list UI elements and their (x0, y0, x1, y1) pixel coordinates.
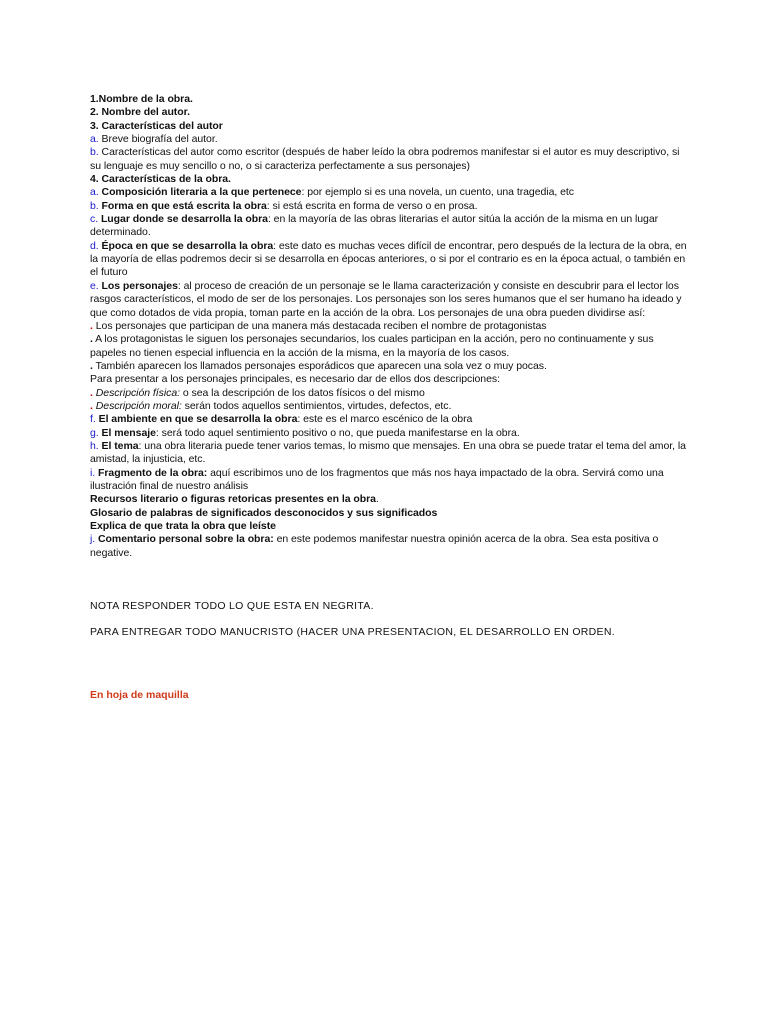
item-3a (90, 133, 690, 146)
item-4d-part: Época en que se desarrolla la obra (98, 239, 274, 252)
item-3b (90, 146, 690, 173)
reading-guide (90, 93, 690, 560)
item-4g-part: g. (90, 426, 99, 439)
item-recursos-part: Recursos literario o figuras retoricas presentes en la obra (90, 493, 376, 506)
item-4h-part: : una obra literaria puede tener varios temas, lo mismo que mensajes. En una obra se puede tratar el tema del amor, la amistad, la injusticia, etc. (90, 439, 686, 466)
item-4e (90, 280, 690, 320)
note-responder: NOTA RESPONDER TODO LO QUE ESTA EN NEGRITA. (90, 600, 374, 612)
item-4a-part: : por ejemplo si es una novela, un cuento, una tragedia, etc (301, 186, 574, 199)
item-descripcion-fisica (90, 387, 690, 400)
item-4j (90, 533, 690, 560)
item-4a (90, 186, 690, 199)
item-3b-part: Características del autor como escritor (después de haber leído la obra podremos manifestar si el autor es muy descriptivo, si su lenguaje es muy sencillo o no, o si caracteriza perfectamente a sus personajes) (90, 146, 680, 172)
item-explica-part: Explica de que trata la obra que leíste (90, 520, 276, 532)
document-page (90, 93, 690, 701)
item-4d (90, 240, 690, 280)
item-4f-part: : este es el marco escénico de la obra (297, 413, 473, 426)
item-4j-part: en este podemos manifestar nuestra opinión acerca de la obra. Sea esta positiva o negative. (90, 533, 659, 559)
item-4g-part: : será todo aquel sentimiento positivo o no, que pueda manifestarse en la obra. (155, 426, 520, 439)
item-3b-part: b. (90, 146, 99, 159)
item-4i-part: aquí escribimos uno de los fragmentos que más nos haya impactado de la obra. Servirá como una ilustración final de nuestro análisis (90, 466, 664, 492)
item-4c (90, 213, 690, 240)
item-4a-part: a. (90, 186, 99, 199)
item-recursos (90, 493, 690, 506)
item-4f-part: f. (90, 413, 96, 426)
item-nombre-autor-part: 2. Nombre del autor. (90, 106, 190, 119)
item-secundarios-part: . (90, 333, 93, 346)
item-nombre-obra (90, 93, 690, 106)
item-4b (90, 200, 690, 213)
item-4h (90, 440, 690, 467)
item-descripcion-moral-part: Descripción moral: (92, 399, 182, 412)
item-caracteristicas-autor-part: 3. Características del autor (90, 119, 223, 132)
hoja-maquilla-note: En hoja de maquilla (90, 689, 189, 701)
item-4g (90, 427, 690, 440)
item-4h-part: h. (90, 439, 99, 452)
item-protagonistas (90, 320, 690, 333)
item-descripcion-moral (90, 400, 690, 413)
item-descripcion-fisica-part: Descripción física: (92, 386, 180, 399)
item-secundarios (90, 333, 690, 360)
item-4i (90, 467, 690, 494)
item-recursos-part: . (375, 493, 379, 506)
item-4j-part: j. (90, 533, 96, 546)
item-protagonistas-part: Los personajes que participan de una manera más destacada reciben el nombre de protagonistas (92, 319, 547, 332)
item-esporadicos (90, 360, 690, 373)
item-4b-part: Forma en que está escrita la obra (98, 199, 267, 212)
item-4d-part: : este dato es muchas veces difícil de encontrar, pero después de la lectura de la obra, en la mayoría de ellas podremos decir si se desarrolla en épocas anteriores, o si por el contrario es en la época actual, o también en el futuro (90, 239, 687, 279)
item-4c-part: : en la mayoría de las obras literarias el autor sitúa la acción de la misma en un lugar determinado. (90, 213, 659, 239)
item-4c-part: c. (90, 213, 99, 226)
item-descripcion-moral-part: . (90, 399, 93, 412)
item-glosario (90, 507, 690, 520)
item-4d-part: d. (90, 239, 99, 252)
item-esporadicos-part: También aparecen los llamados personajes esporádicos que aparecen una sola vez o muy pocas. (92, 359, 547, 372)
item-4b-part: : si está escrita en forma de verso o en prosa. (266, 199, 478, 212)
item-protagonistas-part: . (90, 319, 93, 332)
item-3a-part: a. (90, 133, 99, 146)
item-4a-part: Composición literaria a la que pertenece (98, 186, 302, 199)
item-explica (90, 520, 690, 533)
item-secundarios-part: A los protagonistas le siguen los personajes secundarios, los cuales participan en la acción, pero no continuamente y sus papeles no tienen especial influencia en la acción de la misma, en la mayoría de los casos. (90, 333, 654, 359)
item-descripcion-fisica-part: o sea la descripción de los datos físicos o del mismo (180, 386, 425, 399)
item-nombre-autor (90, 106, 690, 119)
item-4b-part: b. (90, 199, 99, 212)
item-4c-part: Lugar donde se desarrolla la obra (98, 213, 268, 226)
item-caracteristicas-autor (90, 120, 690, 133)
note-entregar: PARA ENTREGAR TODO MANUCRISTO (HACER UNA PRESENTACION, EL DESARROLLO EN ORDEN. (90, 626, 615, 638)
item-3a-part: Breve biografía del autor. (98, 133, 218, 146)
item-4h-part: El tema (98, 439, 139, 452)
item-glosario-part: Glosario de palabras de significados desconocidos y sus significados (90, 506, 438, 519)
item-4e-part: : al proceso de creación de un personaje se le llama caracterización y consiste en descubrir para el lector los rasgos característicos, el modo de ser de los personajes. Los personajes son los seres humanos que el ser humano ha ideado y que como dotados de vida propia, toman parte en la acción de la obra. Los personajes de una obra pueden dividirse así: (90, 279, 682, 319)
item-caracteristicas-obra (90, 173, 690, 186)
item-4f-part: El ambiente en que se desarrolla la obra (95, 413, 298, 426)
item-descripcion-moral-part: serán todos aquellos sentimientos, virtudes, defectos, etc. (181, 399, 452, 412)
item-nombre-obra-part: 1.Nombre de la obra. (90, 93, 193, 105)
item-4e-part: e. (90, 279, 99, 292)
item-esporadicos-part: . (90, 359, 93, 372)
item-4j-part: Comentario personal sobre la obra: (95, 533, 274, 546)
item-4g-part: El mensaje (98, 426, 156, 439)
item-presentar (90, 373, 690, 386)
item-4i-part: Fragmento de la obra: (95, 466, 208, 479)
item-4e-part: Los personajes (98, 279, 178, 292)
item-4i-part: i. (90, 466, 96, 479)
item-4f (90, 413, 690, 426)
item-caracteristicas-obra-part: 4. Características de la obra. (90, 173, 231, 186)
item-presentar-part: Para presentar a los personajes principales, es necesario dar de ellos dos descripciones: (90, 373, 500, 386)
item-descripcion-fisica-part: . (90, 386, 93, 399)
